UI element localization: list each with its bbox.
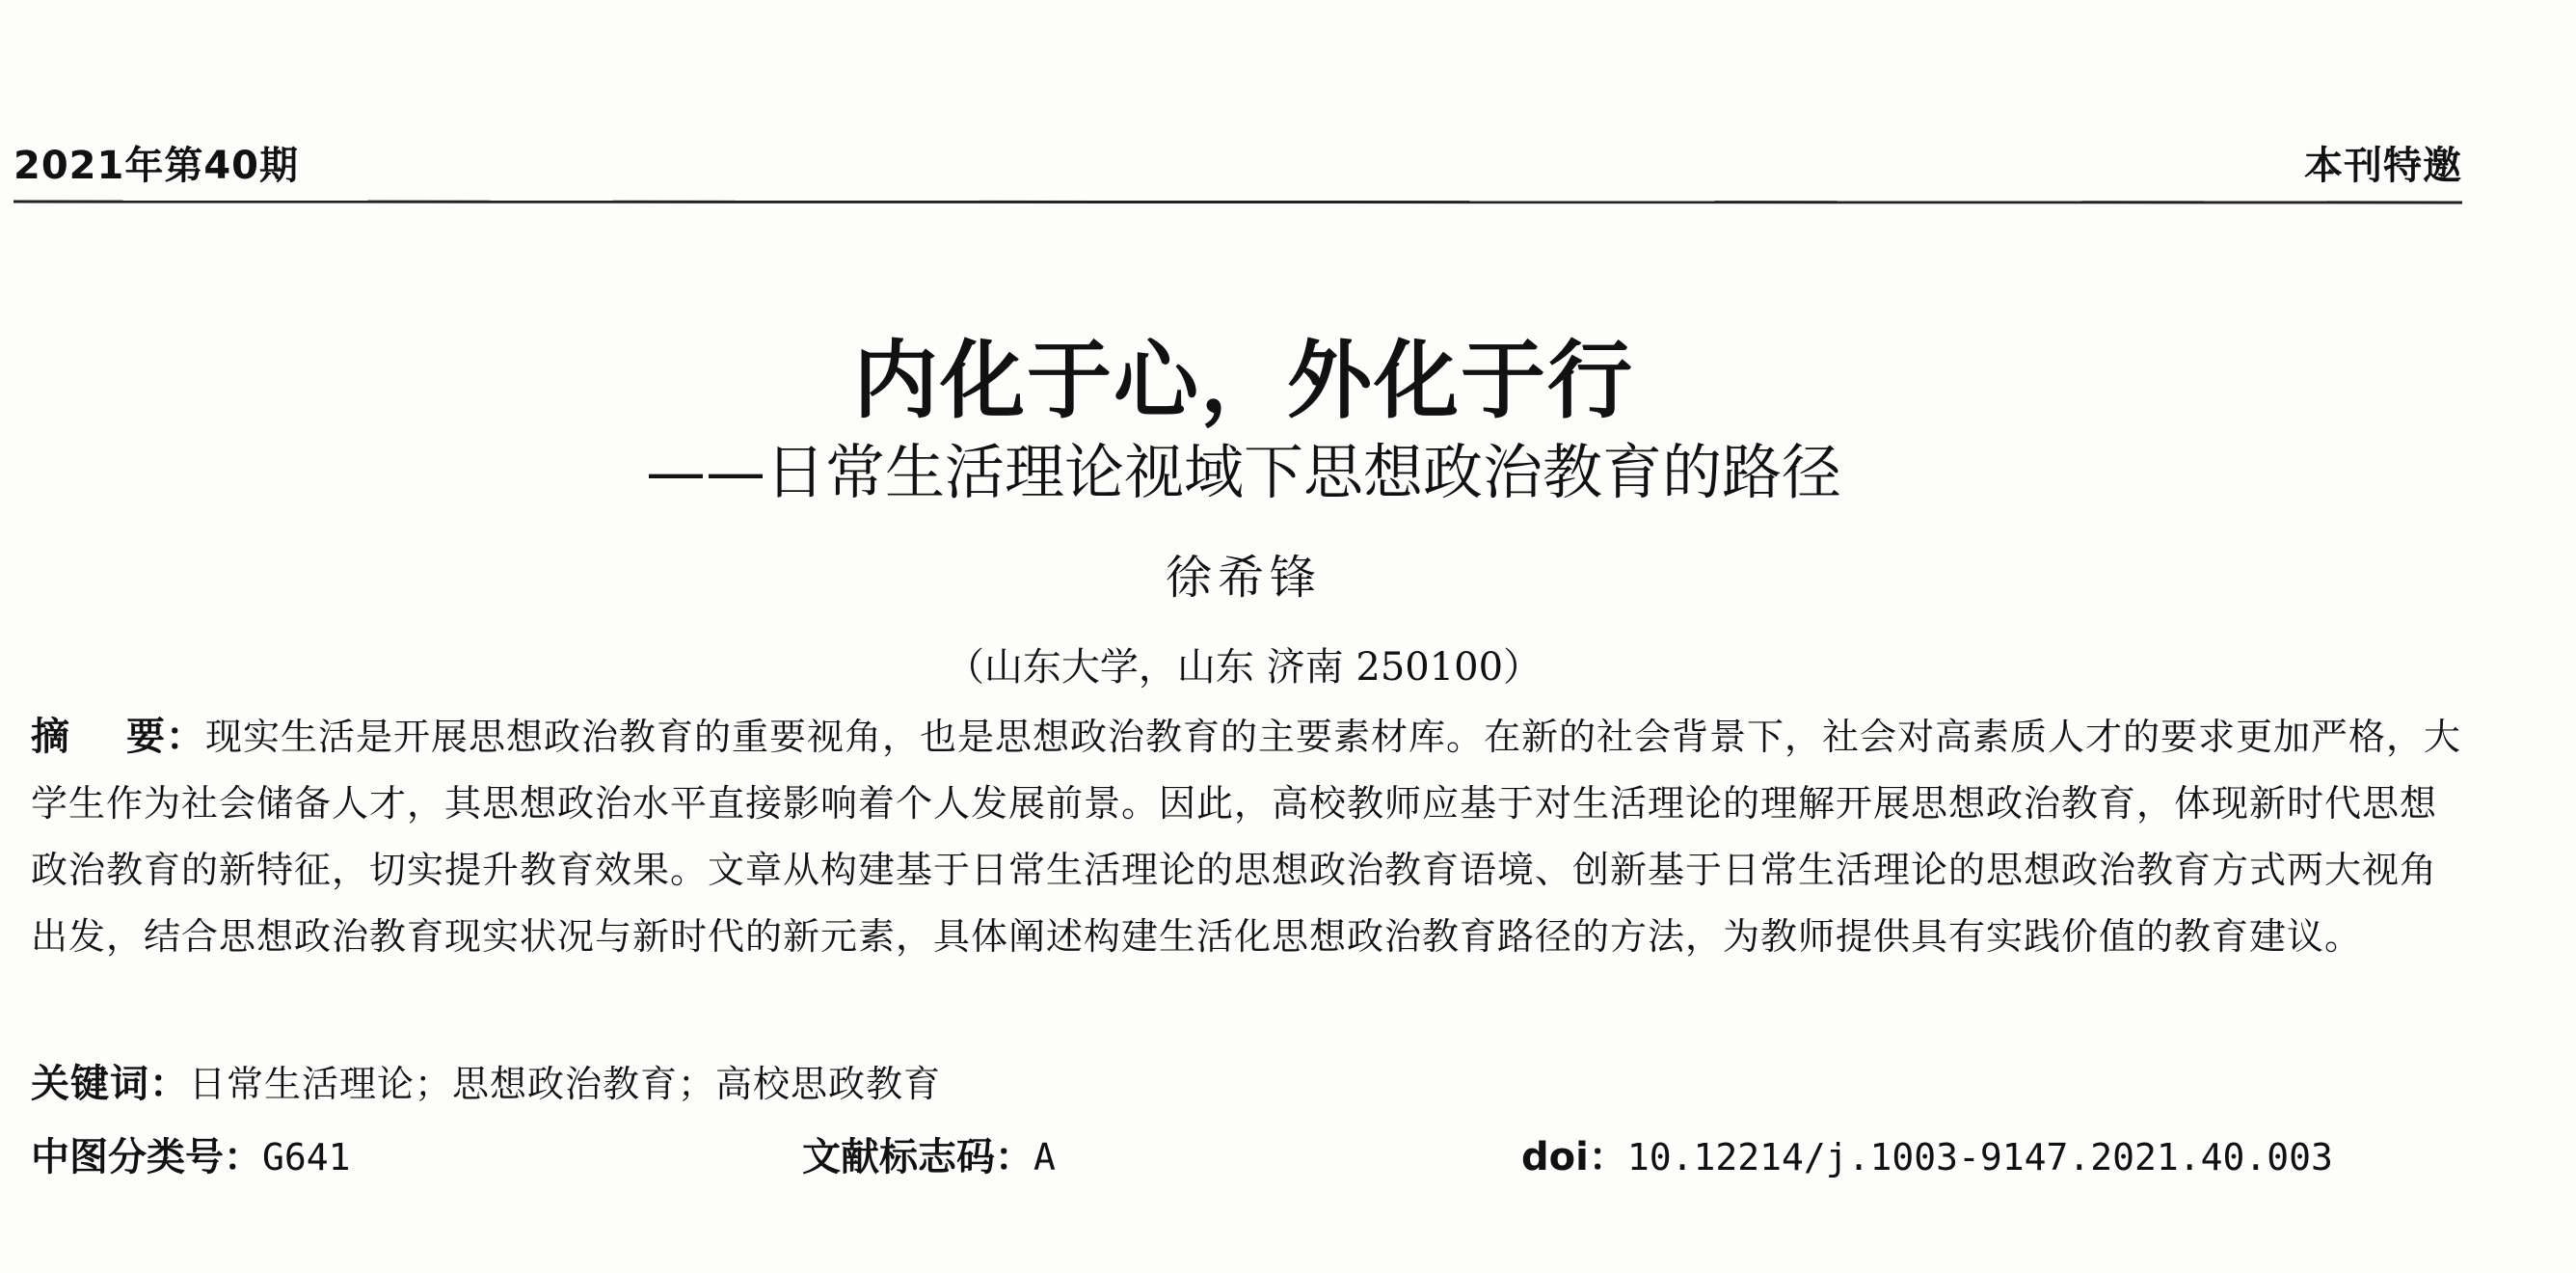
- article-subtitle: ——日常生活理论视域下思想政治教育的路径: [645, 437, 1841, 507]
- doc-label: 文献标志码：: [802, 1135, 1033, 1179]
- abstract-label-first: 摘: [31, 715, 70, 759]
- keywords-line: [31, 1053, 941, 1108]
- abstract-paragraph: [31, 704, 2470, 970]
- document-code: [802, 1126, 1056, 1181]
- doi-label: doi：: [1521, 1135, 1627, 1179]
- article-title: 内化于心，外化于行: [852, 331, 1634, 430]
- author-affiliation: （山东大学，山东 济南 250100）: [945, 645, 1543, 690]
- abstract-label-second: 要：: [126, 715, 205, 759]
- abstract-text: 现实生活是开展思想政治教育的重要视角，也是思想政治教育的主要素材库。在新的社会背景下，社会对高素质人才的要求更加严格，大学生作为社会储备人才，其思想政治水平直接影响着个人发展前景。因此，高校教师应基于对生活理论的理解开展思想政治教育，体现新时代思想政治教育的新特征，切实提升教育效果。文章从构建基于日常生活理论的思想政治教育语境、创新基于日常生活理论的思想政治教育方式两大视角出发，结合思想政治教育现实状况与新时代的新元素，具体阐述构建生活化思想政治教育路径的方法，为教师提供具有实践价值的教育建议。: [31, 716, 2462, 958]
- header-rule: [13, 201, 2462, 204]
- keywords-text: 日常生活理论；思想政治教育；高校思政教育: [189, 1063, 942, 1105]
- column-header: 本刊特邀: [2304, 144, 2462, 188]
- clc-value: G641: [262, 1136, 351, 1178]
- doi-value: 10.12214/j.1003-9147.2021.40.003: [1626, 1136, 2333, 1178]
- article-author: 徐希锋: [1165, 551, 1322, 605]
- doi: [1521, 1126, 2333, 1181]
- clc-label: 中图分类号：: [31, 1135, 262, 1179]
- abstract-label: [31, 715, 205, 759]
- clc-number: [31, 1126, 351, 1181]
- keywords-label: 关键词：: [31, 1062, 189, 1106]
- doc-value: A: [1033, 1136, 1056, 1178]
- issue-header: 2021年第40期: [13, 144, 299, 188]
